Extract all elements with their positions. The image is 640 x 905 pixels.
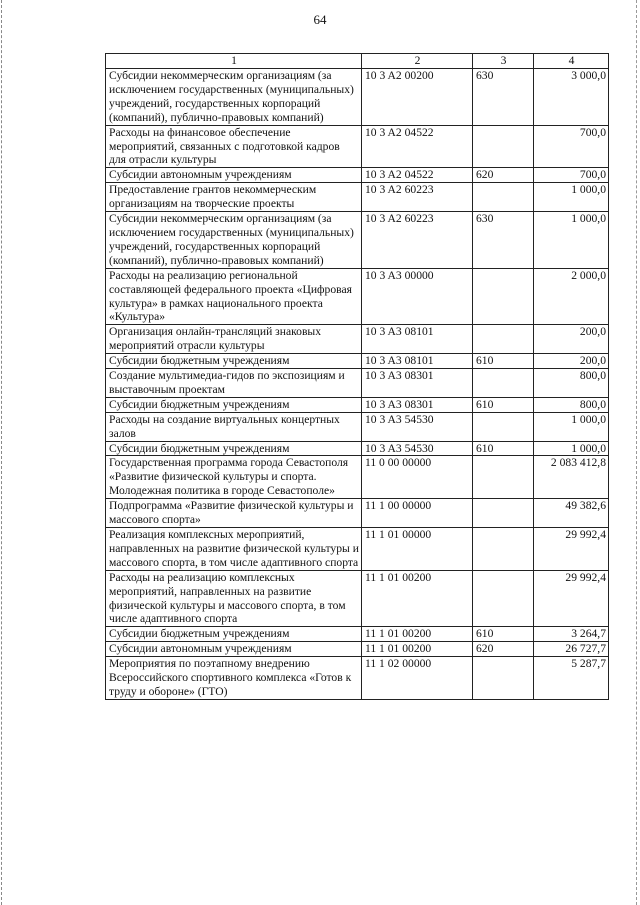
table-row (106, 125, 609, 168)
row-amount-cell: 700,0 (534, 168, 609, 183)
row-code-cell: 11 1 01 00200 (362, 627, 473, 642)
table-row (106, 657, 609, 700)
row-expense-type-cell: 620 (473, 642, 534, 657)
row-name-cell: Субсидии автономным учреждениям (106, 168, 362, 183)
table-row (106, 268, 609, 325)
page-edge-right (636, 0, 638, 905)
row-expense-type-cell: 620 (473, 168, 534, 183)
row-expense-type-cell (473, 412, 534, 441)
table-body (106, 69, 609, 700)
row-code-cell: 11 0 00 00000 (362, 456, 473, 499)
row-name-cell: Государственная программа города Севастополя «Развитие физической культуры и спорта. Молодежная политика в городе Севастополе» (106, 456, 362, 499)
row-name-cell: Мероприятия по поэтапному внедрению Всероссийского спортивного комплекса «Готов к труду и обороне» (ГТО) (106, 657, 362, 700)
row-expense-type-cell: 610 (473, 397, 534, 412)
row-expense-type-cell: 630 (473, 69, 534, 126)
row-amount-cell: 1 000,0 (534, 212, 609, 269)
row-name-cell: Субсидии бюджетным учреждениям (106, 441, 362, 456)
page-number: 64 (313, 12, 327, 27)
table-row (106, 168, 609, 183)
row-name-cell: Расходы на финансовое обеспечение мероприятий, связанных с подготовкой кадров для отрасли культуры (106, 125, 362, 168)
table-header-row (106, 54, 609, 69)
row-code-cell: 10 3 A3 08101 (362, 354, 473, 369)
row-amount-cell: 2 083 412,8 (534, 456, 609, 499)
row-amount-cell: 1 000,0 (534, 183, 609, 212)
row-code-cell: 10 3 A3 08301 (362, 397, 473, 412)
row-name-cell: Расходы на реализацию региональной составляющей федерального проекта «Цифровая культура» в рамках национального проекта «Культура» (106, 268, 362, 325)
row-amount-cell: 29 992,4 (534, 528, 609, 571)
row-name-cell: Создание мультимедиа-гидов по экспозициям и выставочным проектам (106, 369, 362, 398)
row-name-cell: Предоставление грантов некоммерческим организациям на творческие проекты (106, 183, 362, 212)
row-code-cell: 10 3 A3 54530 (362, 441, 473, 456)
row-amount-cell: 200,0 (534, 325, 609, 354)
row-code-cell: 11 1 02 00000 (362, 657, 473, 700)
table-row (106, 412, 609, 441)
row-amount-cell: 800,0 (534, 397, 609, 412)
row-expense-type-cell (473, 125, 534, 168)
row-name-cell: Субсидии бюджетным учреждениям (106, 354, 362, 369)
row-expense-type-cell (473, 657, 534, 700)
table-row (106, 369, 609, 398)
header-col-3: 3 (473, 54, 534, 69)
row-expense-type-cell (473, 183, 534, 212)
table-row (106, 69, 609, 126)
header-col-1: 1 (106, 54, 362, 69)
header-col-4: 4 (534, 54, 609, 69)
row-code-cell: 10 3 A2 04522 (362, 125, 473, 168)
row-amount-cell: 1 000,0 (534, 441, 609, 456)
row-code-cell: 11 1 01 00000 (362, 528, 473, 571)
row-expense-type-cell: 610 (473, 354, 534, 369)
row-expense-type-cell: 630 (473, 212, 534, 269)
row-amount-cell: 800,0 (534, 369, 609, 398)
row-expense-type-cell: 610 (473, 441, 534, 456)
row-code-cell: 10 3 A3 08301 (362, 369, 473, 398)
table-row (106, 397, 609, 412)
budget-table (105, 53, 609, 700)
row-expense-type-cell (473, 268, 534, 325)
table-row (106, 499, 609, 528)
row-name-cell: Субсидии бюджетным учреждениям (106, 397, 362, 412)
table-row (106, 642, 609, 657)
row-code-cell: 10 3 A3 54530 (362, 412, 473, 441)
row-expense-type-cell (473, 499, 534, 528)
row-code-cell: 10 3 A3 08101 (362, 325, 473, 354)
table-row (106, 325, 609, 354)
row-code-cell: 10 3 A2 04522 (362, 168, 473, 183)
row-name-cell: Организация онлайн-трансляций знаковых мероприятий отрасли культуры (106, 325, 362, 354)
row-amount-cell: 3 264,7 (534, 627, 609, 642)
table-row (106, 183, 609, 212)
row-name-cell: Расходы на реализацию комплексных мероприятий, направленных на развитие физической культуры и массового спорта, в том числе адаптивного спорта (106, 570, 362, 627)
row-expense-type-cell (473, 369, 534, 398)
row-amount-cell: 2 000,0 (534, 268, 609, 325)
row-amount-cell: 26 727,7 (534, 642, 609, 657)
row-name-cell: Субсидии бюджетным учреждениям (106, 627, 362, 642)
row-expense-type-cell (473, 570, 534, 627)
row-expense-type-cell: 610 (473, 627, 534, 642)
row-code-cell: 10 3 A2 60223 (362, 183, 473, 212)
row-name-cell: Субсидии некоммерческим организациям (за исключением государственных (муниципальных) учреждений, государственных корпораций (компаний), публично-правовых компаний) (106, 212, 362, 269)
row-amount-cell: 49 382,6 (534, 499, 609, 528)
row-code-cell: 11 1 01 00200 (362, 642, 473, 657)
row-code-cell: 11 1 00 00000 (362, 499, 473, 528)
row-name-cell: Подпрограмма «Развитие физической культуры и массового спорта» (106, 499, 362, 528)
row-expense-type-cell (473, 325, 534, 354)
row-name-cell: Субсидии автономным учреждениям (106, 642, 362, 657)
row-code-cell: 10 3 A2 60223 (362, 212, 473, 269)
table-row (106, 212, 609, 269)
header-col-2: 2 (362, 54, 473, 69)
row-amount-cell: 5 287,7 (534, 657, 609, 700)
table-row (106, 354, 609, 369)
row-amount-cell: 200,0 (534, 354, 609, 369)
table-row (106, 456, 609, 499)
row-name-cell: Субсидии некоммерческим организациям (за исключением государственных (муниципальных) учреждений, государственных корпораций (компаний), публично-правовых компаний) (106, 69, 362, 126)
row-expense-type-cell (473, 528, 534, 571)
row-amount-cell: 29 992,4 (534, 570, 609, 627)
row-code-cell: 11 1 01 00200 (362, 570, 473, 627)
table-row (106, 627, 609, 642)
row-name-cell: Расходы на создание виртуальных концертных залов (106, 412, 362, 441)
table-row (106, 570, 609, 627)
row-name-cell: Реализация комплексных мероприятий, направленных на развитие физической культуры и массового спорта, в том числе адаптивного спорта (106, 528, 362, 571)
table-row (106, 528, 609, 571)
row-amount-cell: 3 000,0 (534, 69, 609, 126)
row-code-cell: 10 3 A2 00200 (362, 69, 473, 126)
row-expense-type-cell (473, 456, 534, 499)
page-edge-left (1, 0, 3, 905)
row-code-cell: 10 3 A3 00000 (362, 268, 473, 325)
row-amount-cell: 1 000,0 (534, 412, 609, 441)
row-amount-cell: 700,0 (534, 125, 609, 168)
table-row (106, 441, 609, 456)
